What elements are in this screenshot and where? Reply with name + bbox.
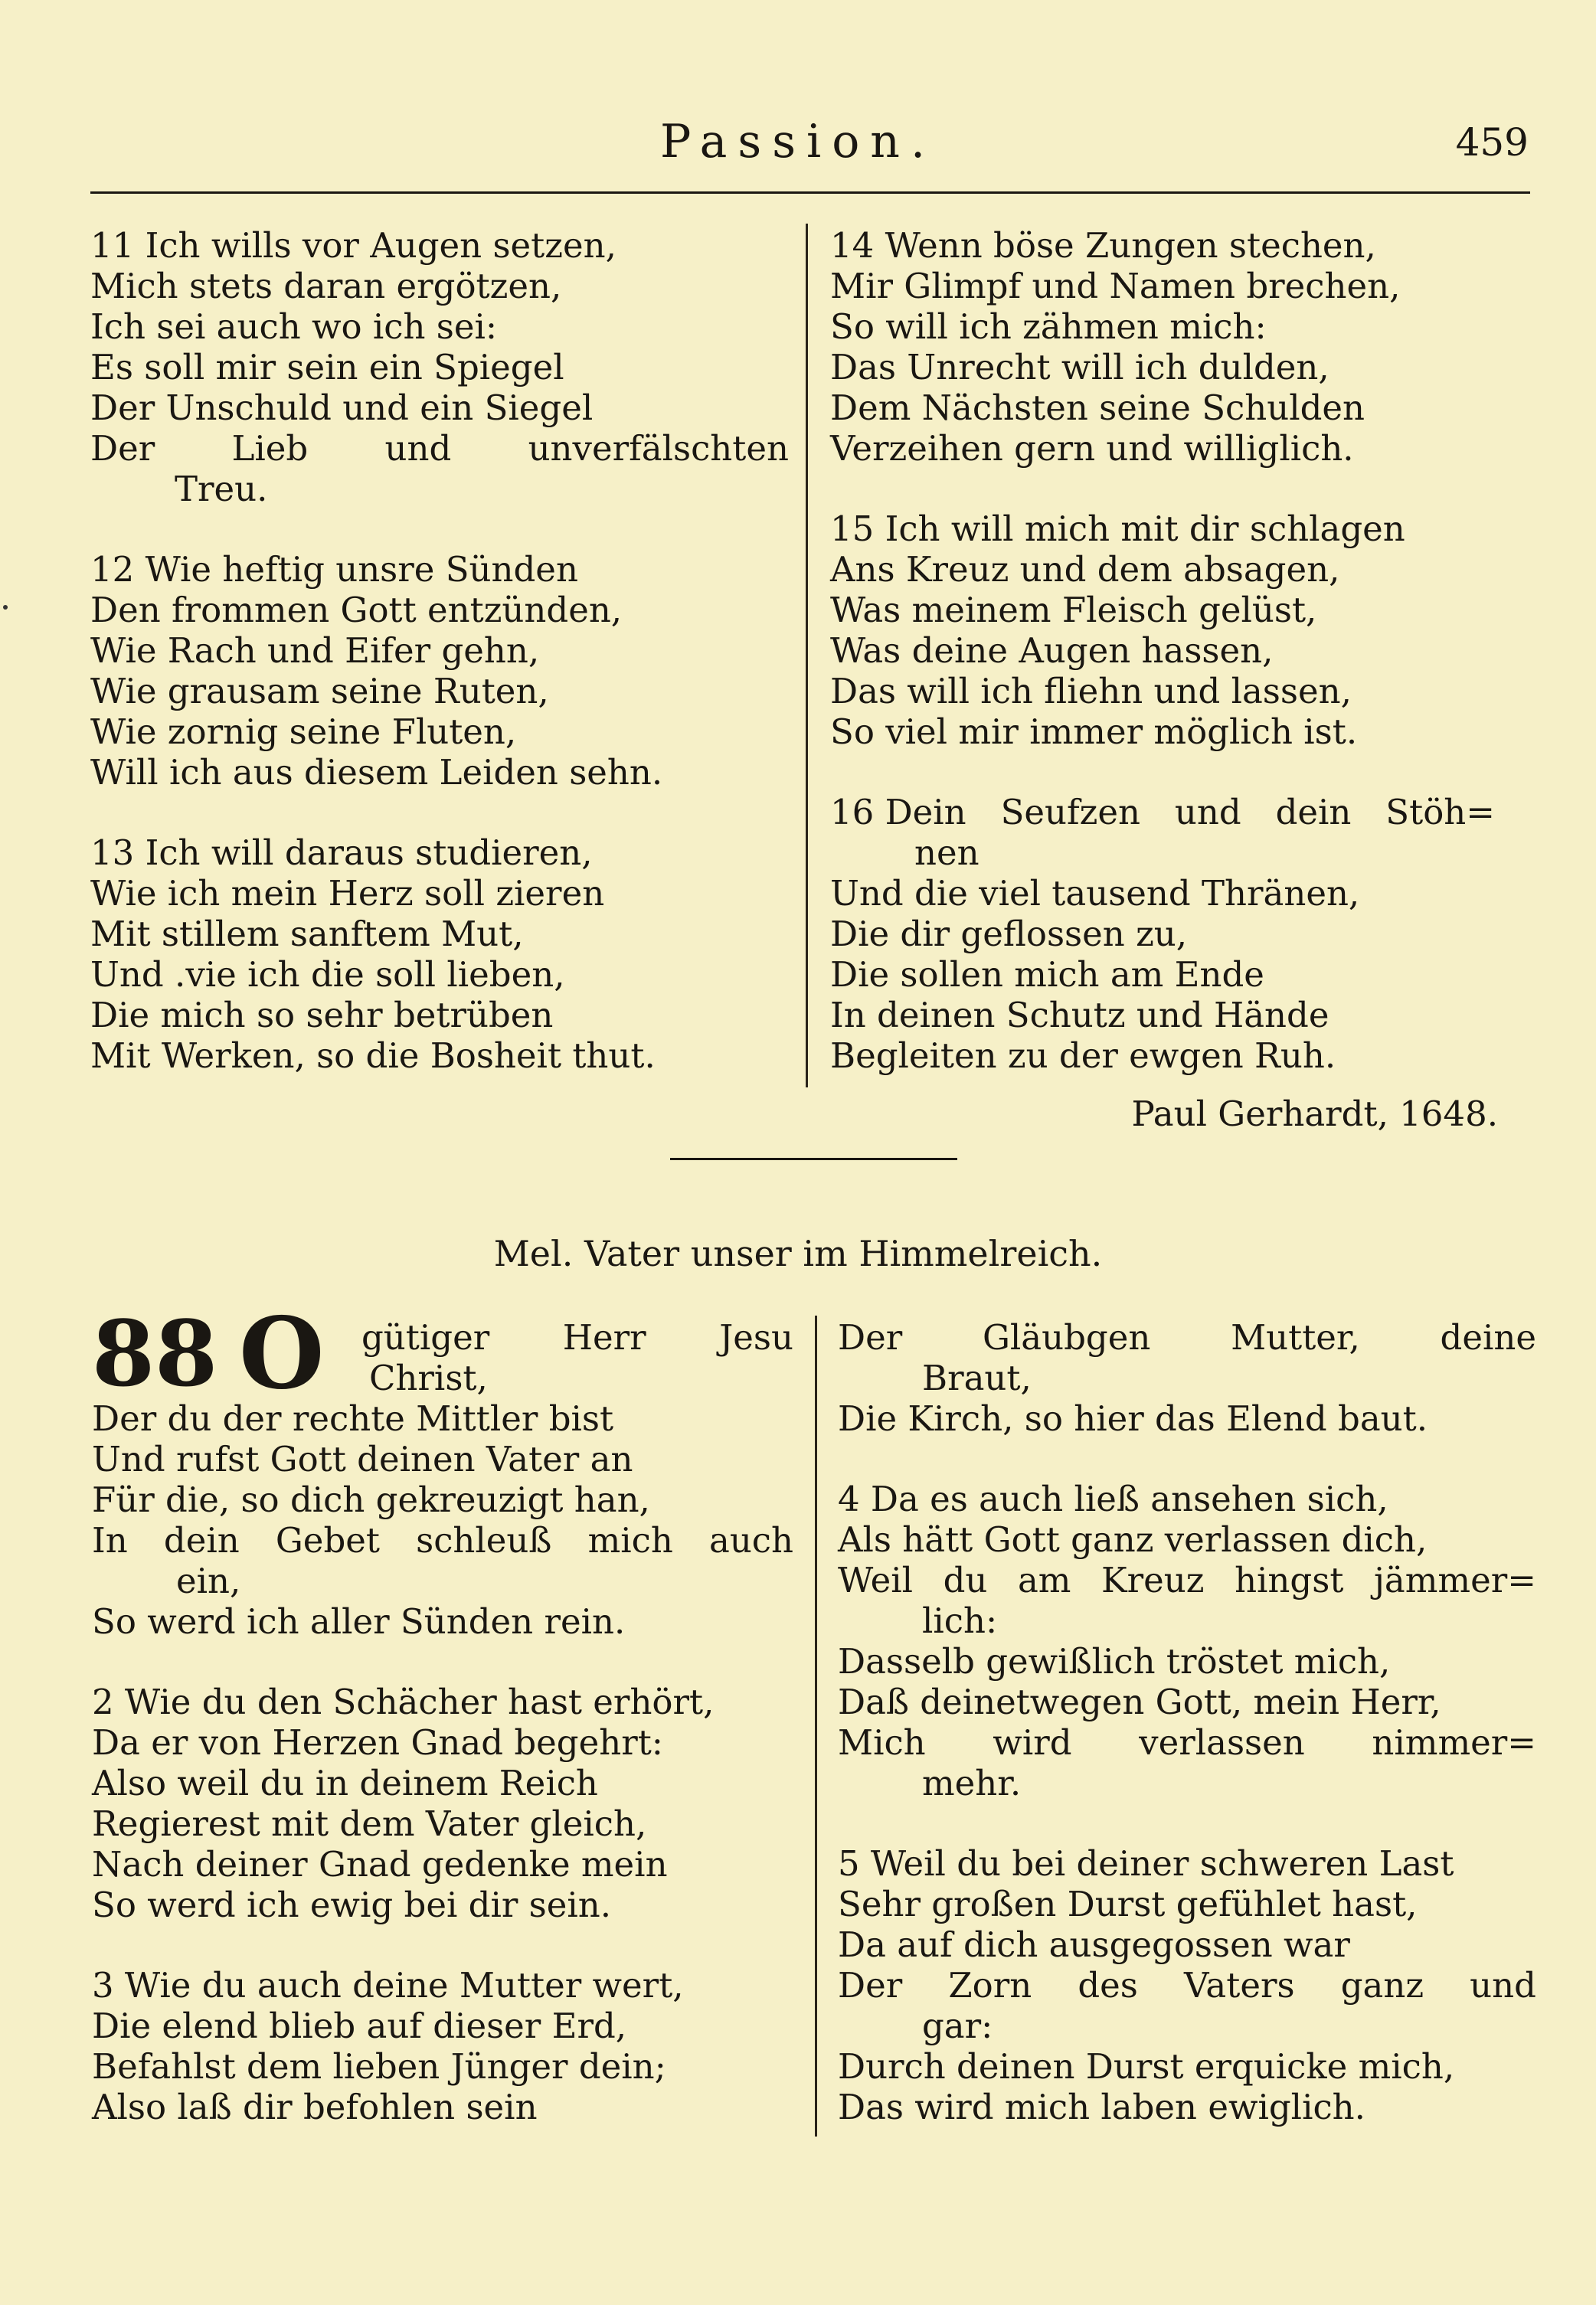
verse-line: Der Unschuld und ein Siegel [90, 387, 594, 428]
verse-word: unverfälschten [528, 428, 789, 469]
verse-word: Herr [562, 1317, 646, 1358]
verse-line: Es soll mir sein ein Spiegel [90, 347, 564, 387]
stanza [838, 1317, 1536, 1439]
verse-line [92, 1520, 793, 1561]
verse-line: Als hätt Gott ganz verlassen dich, [838, 1519, 1428, 1560]
verse-word: Mich [838, 1722, 926, 1763]
stanza [830, 225, 1495, 469]
column-divider [806, 224, 808, 1087]
margin-mark [3, 605, 8, 610]
melody-line: Mel. Vater unser im Himmelreich. [493, 1233, 1103, 1274]
verse-line [838, 1317, 1536, 1358]
stanza [838, 1843, 1536, 2127]
verse-word: wird [993, 1722, 1072, 1763]
verse-word: dein [163, 1520, 240, 1561]
verse-line [838, 1965, 1536, 2006]
verse-line: Und .vie ich die soll lieben, [90, 954, 565, 995]
verse-word: Seufzen [1000, 792, 1140, 832]
verse-line: Begleiten zu der ewgen Ruh. [830, 1035, 1336, 1076]
first-line [361, 1317, 793, 1358]
verse-word: Lieb [231, 428, 309, 469]
verse-word: gütiger [361, 1317, 490, 1358]
verse-line: Die elend blieb auf dieser Erd, [92, 2006, 627, 2046]
verse-line [90, 428, 789, 469]
verse-line: Durch deinen Durst erquicke mich, [838, 2046, 1455, 2087]
verse-line: Was meinem Fleisch gelüst, [830, 590, 1317, 630]
verse-word: du [943, 1560, 988, 1600]
verse-line [830, 792, 1495, 832]
verse-word: Gebet [275, 1520, 380, 1561]
verse-word: deine [1440, 1317, 1536, 1358]
verse-line: 14 Wenn böse Zungen stechen, [830, 225, 1376, 266]
verse-line: Wie ich mein Herz soll zieren [90, 873, 605, 914]
verse-word: mich [587, 1520, 673, 1561]
stanza [90, 832, 789, 1076]
verse-word: verlassen [1139, 1722, 1305, 1763]
verse-line-continuation: Treu. [175, 469, 268, 509]
verse-line [838, 1722, 1536, 1763]
verse-line: Mit Werken, so die Bosheit thut. [90, 1035, 656, 1076]
hymn-heading [92, 1296, 793, 1411]
verse-line: 2 Wie du den Schächer hast erhört, [92, 1682, 715, 1722]
verse-word: Der [90, 428, 155, 469]
verse-line: Der du der rechte Mittler bist [92, 1398, 614, 1439]
verse-word: In [92, 1520, 128, 1561]
verse-line: Verzeihen gern und williglich. [830, 428, 1354, 469]
verse-line: Will ich aus diesem Leiden sehn. [90, 752, 663, 793]
top-left-column [90, 225, 789, 1116]
stanza [90, 225, 789, 509]
verse-line: Da auf dich ausgegossen war [838, 1924, 1350, 1965]
verse-line: 11 Ich wills vor Augen setzen, [90, 225, 616, 266]
verse-word: 16 Dein [830, 792, 966, 832]
verse-line: Sehr großen Durst gefühlet hast, [838, 1884, 1418, 1924]
verse-line: 4 Da es auch ließ ansehen sich, [838, 1479, 1388, 1519]
verse-line: Was deine Augen hassen, [830, 630, 1274, 671]
verse-line: Die dir geflossen zu, [830, 914, 1188, 954]
verse-line: Dem Nächsten seine Schulden [830, 387, 1365, 428]
verse-word: Stöh= [1385, 792, 1495, 832]
stanza [92, 1682, 793, 1925]
verse-line: Und rufst Gott deinen Vater an [92, 1439, 633, 1479]
verse-word: am [1017, 1560, 1071, 1600]
stanza [92, 1965, 793, 2127]
verse-line [838, 1560, 1536, 1600]
verse-line: Wie grausam seine Ruten, [90, 671, 549, 711]
verse-line: Das will ich fliehn und lassen, [830, 671, 1352, 711]
verse-line: Ich sei auch wo ich sei: [90, 306, 498, 347]
verse-word: Kreuz [1101, 1560, 1205, 1600]
verse-line: So viel mir immer möglich ist. [830, 711, 1358, 752]
bottom-left-column [92, 1296, 793, 2167]
verse-line: Wie zornig seine Fluten, [90, 711, 517, 752]
verse-word: dein [1275, 792, 1352, 832]
hymn-number: 88 [92, 1300, 218, 1407]
verse-line: Regierest mit dem Vater gleich, [92, 1803, 647, 1844]
verse-line-continuation: gar: [922, 2006, 993, 2046]
verse-line: Die sollen mich am Ende [830, 954, 1264, 995]
verse-line: Mir Glimpf und Namen brechen, [830, 266, 1401, 306]
page-number: 459 [1455, 120, 1529, 165]
verse-line-continuation: ein, [176, 1561, 241, 1601]
hymn-separator [670, 1158, 957, 1160]
hymn-author: Paul Gerhardt, 1648. [1131, 1094, 1498, 1134]
verse-line: Das wird mich laben ewiglich. [838, 2087, 1365, 2127]
verse-word: jämmer= [1373, 1560, 1536, 1600]
drop-cap: O [239, 1296, 325, 1411]
verse-line: Die Kirch, so hier das Elend baut. [838, 1398, 1428, 1439]
verse-word: schleuß [416, 1520, 552, 1561]
verse-word: des [1078, 1965, 1138, 2006]
verse-line: 13 Ich will daraus studieren, [90, 832, 593, 873]
page-title: Passion. [659, 115, 937, 168]
verse-line: Mit stillem sanftem Mut, [90, 914, 524, 954]
stanza [830, 508, 1495, 752]
stanza [90, 549, 789, 793]
verse-line: Und die viel tausend Thränen, [830, 873, 1360, 914]
verse-word: und [1470, 1965, 1536, 2006]
verse-line: 5 Weil du bei deiner schweren Last [838, 1843, 1454, 1884]
verse-word: Der [838, 1317, 903, 1358]
header-rule [90, 191, 1530, 194]
verse-line: Befahlst dem lieben Jünger dein; [92, 2046, 666, 2087]
verse-word: auch [708, 1520, 793, 1561]
verse-word: nimmer= [1372, 1722, 1536, 1763]
verse-word: Mutter, [1231, 1317, 1360, 1358]
first-line-continuation: Christ, [369, 1358, 488, 1398]
verse-line: Das Unrecht will ich dulden, [830, 347, 1329, 387]
verse-line: Da er von Herzen Gnad begehrt: [92, 1722, 663, 1763]
stanza [92, 1398, 793, 1642]
verse-line: So will ich zähmen mich: [830, 306, 1267, 347]
verse-line-continuation: Braut, [922, 1358, 1032, 1398]
verse-line: Mich stets daran ergötzen, [90, 266, 562, 306]
verse-line: So werd ich aller Sünden rein. [92, 1601, 626, 1642]
verse-line: 15 Ich will mich mit dir schlagen [830, 508, 1405, 549]
top-right-column [830, 225, 1495, 1116]
verse-line-continuation: mehr. [922, 1763, 1022, 1803]
verse-line: Wie Rach und Eifer gehn, [90, 630, 540, 671]
verse-line: Die mich so sehr betrüben [90, 995, 554, 1035]
verse-word: und [384, 428, 452, 469]
verse-word: hingst [1235, 1560, 1344, 1600]
verse-line: Also laß dir befohlen sein [92, 2087, 538, 2127]
verse-word: ganz [1340, 1965, 1424, 2006]
stanza [838, 1479, 1536, 1803]
verse-line: So werd ich ewig bei dir sein. [92, 1885, 612, 1925]
verse-line-continuation: lich: [922, 1600, 998, 1641]
column-divider [815, 1316, 817, 2137]
verse-line: Ans Kreuz und dem absagen, [830, 549, 1340, 590]
verse-line: 12 Wie heftig unsre Sünden [90, 549, 578, 590]
stanza [830, 792, 1495, 1076]
verse-line-continuation: nen [914, 832, 980, 873]
verse-line: Nach deiner Gnad gedenke mein [92, 1844, 668, 1885]
verse-line: Daß deinetwegen Gott, mein Herr, [838, 1682, 1441, 1722]
verse-line: Also weil du in deinem Reich [92, 1763, 598, 1803]
verse-word: Weil [838, 1560, 913, 1600]
verse-word: Jesu [719, 1317, 793, 1358]
verse-line: Dasselb gewißlich tröstet mich, [838, 1641, 1391, 1682]
verse-word: und [1174, 792, 1241, 832]
verse-word: Der [838, 1965, 903, 2006]
verse-line: Für die, so dich gekreuzigt han, [92, 1479, 650, 1520]
verse-line: In deinen Schutz und Hände [830, 995, 1329, 1035]
verse-word: Gläubgen [982, 1317, 1151, 1358]
bottom-right-column [838, 1317, 1536, 2167]
verse-line: Den frommen Gott entzünden, [90, 590, 623, 630]
verse-word: Zorn [948, 1965, 1032, 2006]
verse-line: 3 Wie du auch deine Mutter wert, [92, 1965, 684, 2006]
verse-word: Vaters [1184, 1965, 1295, 2006]
